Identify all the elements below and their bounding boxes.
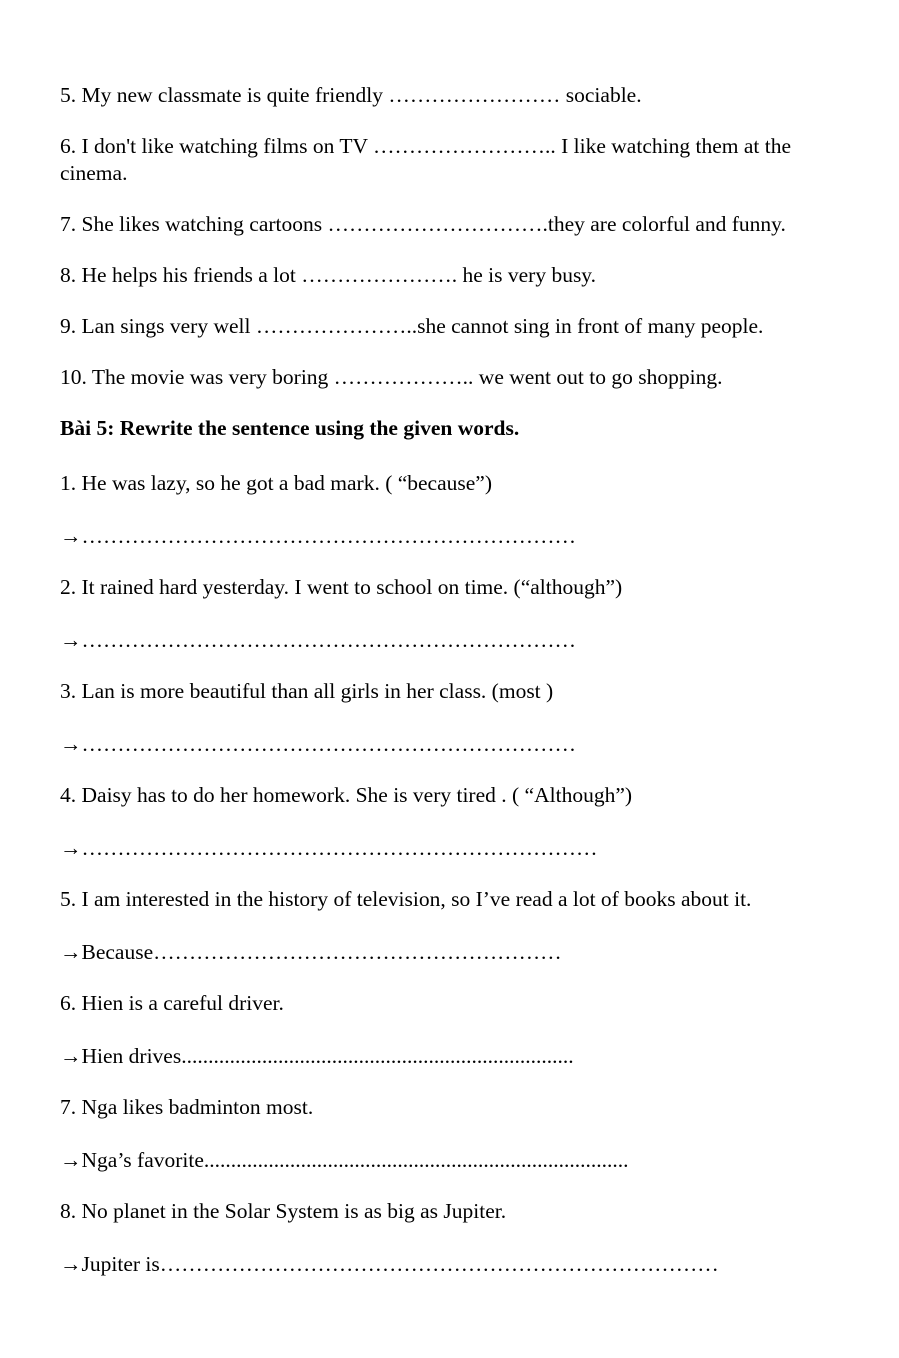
rewrite-question-8: 8. No planet in the Solar System is as big as Jupiter. <box>60 1199 507 1223</box>
rewrite-question-7: 7. Nga likes badminton most. <box>60 1095 314 1119</box>
rewrite-question-6: 6. Hien is a careful driver. <box>60 991 284 1015</box>
answer-prompt-8: Jupiter is…………………………………………………………………… <box>81 1252 719 1276</box>
exercise-item-8: 8. He helps his friends a lot …………………. he is very busy. <box>60 263 597 287</box>
worksheet-page <box>60 82 850 1302</box>
answer-line-6 <box>60 1043 850 1070</box>
arrow-icon: → <box>60 628 82 652</box>
answer-line-8 <box>60 1251 850 1278</box>
answer-dots-4: ……………………………………………………………… <box>81 836 598 860</box>
arrow-icon: → <box>60 940 82 964</box>
arrow-icon: → <box>60 732 82 756</box>
answer-line-7 <box>60 1147 850 1174</box>
arrow-icon: → <box>60 836 82 860</box>
exercise-item-6: 6. I don't like watching films on TV …………………….. I like watching them at the cinema. <box>60 134 797 185</box>
exercise-item-7: 7. She likes watching cartoons ………………………….they are colorful and funny. <box>60 212 786 236</box>
exercise-item-5: 5. My new classmate is quite friendly …………………… sociable. <box>60 83 642 107</box>
answer-line-4 <box>60 835 850 862</box>
answer-line-5 <box>60 939 850 966</box>
answer-dots-1: …………………………………………………………… <box>81 524 576 548</box>
arrow-icon: → <box>60 1044 82 1068</box>
answer-dots-3: …………………………………………………………… <box>81 732 576 756</box>
arrow-icon: → <box>60 1148 82 1172</box>
answer-prompt-6: Hien drives......................................................................... <box>81 1044 574 1068</box>
answer-dots-2: …………………………………………………………… <box>81 628 576 652</box>
rewrite-question-3: 3. Lan is more beautiful than all girls in her class. (most ) <box>60 679 554 703</box>
rewrite-question-1: 1. He was lazy, so he got a bad mark. ( “because”) <box>60 471 493 495</box>
exercise-item-9: 9. Lan sings very well …………………..she cannot sing in front of many people. <box>60 314 764 338</box>
answer-prompt-7: Nga’s favorite............................................................................... <box>81 1148 629 1172</box>
arrow-icon: → <box>60 1252 82 1276</box>
rewrite-question-4: 4. Daisy has to do her homework. She is very tired . ( “Although”) <box>60 783 633 807</box>
answer-line-1 <box>60 523 850 550</box>
answer-line-3 <box>60 731 850 758</box>
exercise-item-10: 10. The movie was very boring ……………….. we went out to go shopping. <box>60 365 723 389</box>
arrow-icon: → <box>60 524 82 548</box>
rewrite-question-2: 2. It rained hard yesterday. I went to school on time. (“although”) <box>60 575 623 599</box>
rewrite-question-5: 5. I am interested in the history of television, so I’ve read a lot of books about it. <box>60 887 752 911</box>
answer-prompt-5: Because………………………………………………… <box>81 940 562 964</box>
section-heading: Bài 5: Rewrite the sentence using the given words. <box>60 416 520 440</box>
answer-line-2 <box>60 627 850 654</box>
